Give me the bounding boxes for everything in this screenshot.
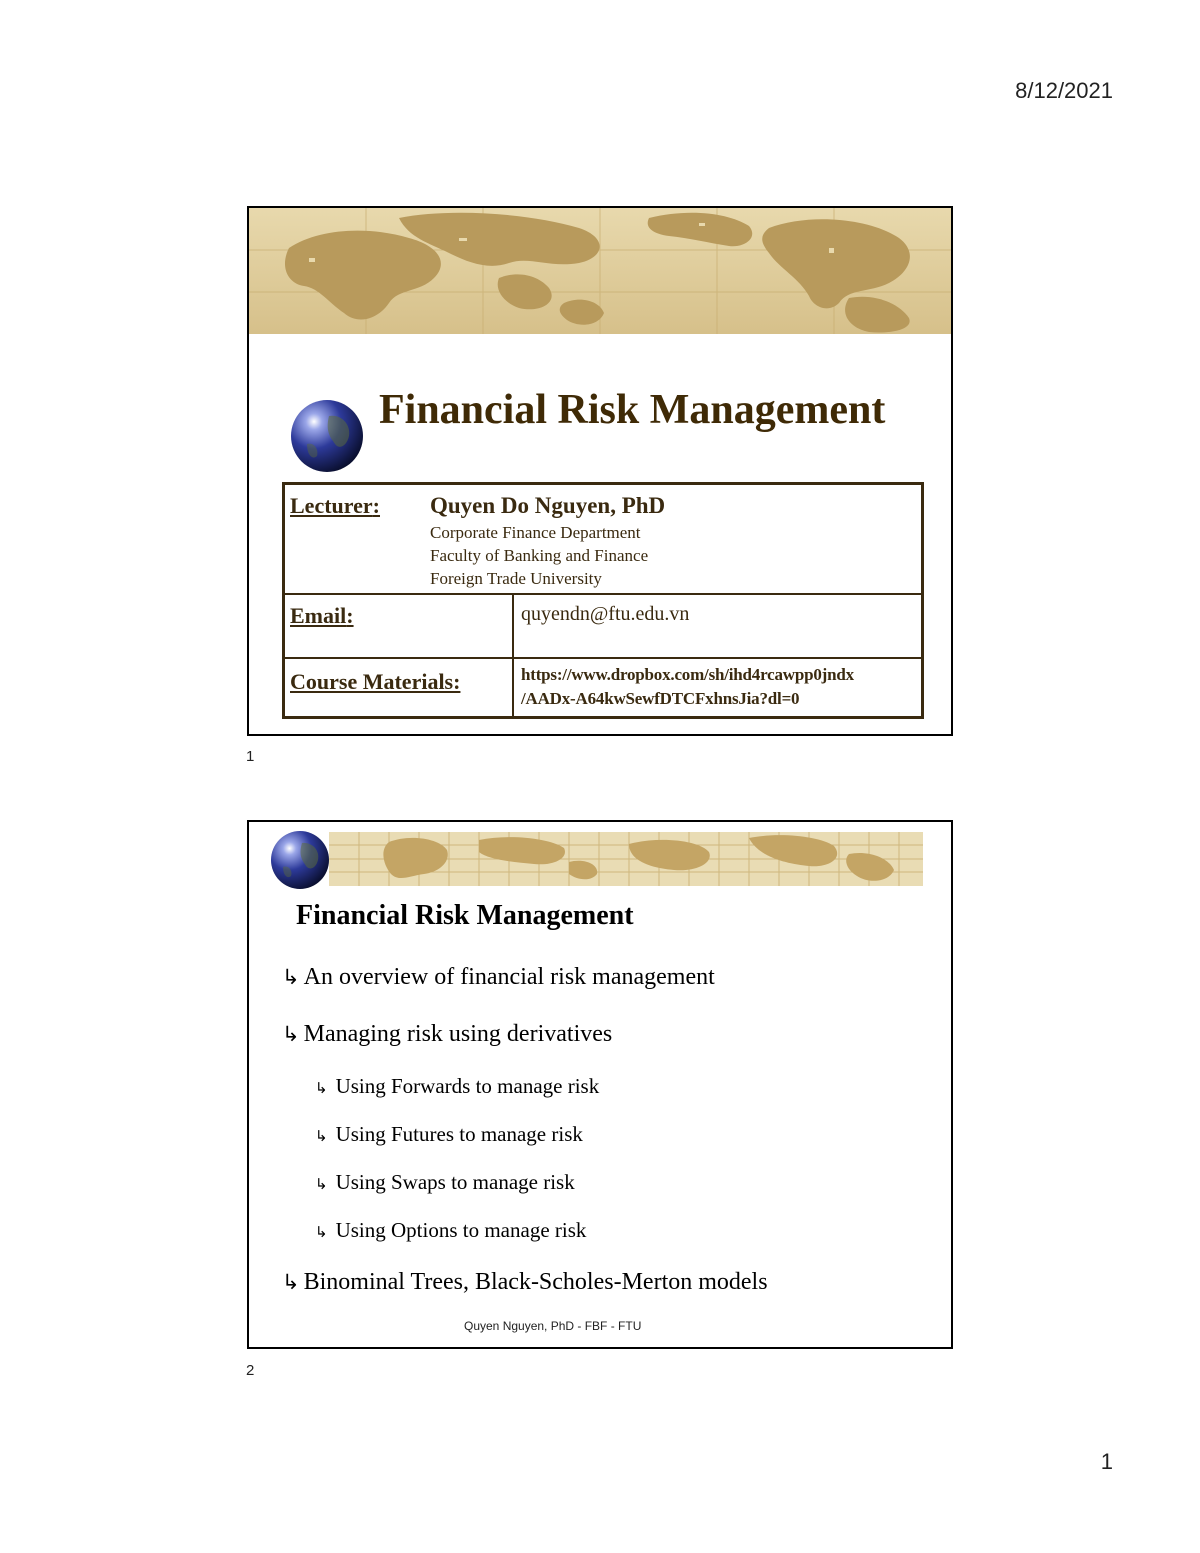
hooked-arrow-icon: ↳: [282, 1022, 300, 1046]
sub-bullet-item: ↳ Using Options to manage risk: [315, 1218, 587, 1242]
course-materials-label: Course Materials:: [290, 669, 461, 694]
hooked-arrow-icon: ↳: [315, 1129, 328, 1145]
hooked-arrow-icon: ↳: [315, 1225, 328, 1241]
header-date: 8/12/2021: [1015, 78, 1113, 103]
slide-2: [247, 820, 953, 1349]
affiliation-university: Foreign Trade University: [430, 569, 602, 588]
email-label: Email:: [290, 603, 354, 628]
globe-icon: [269, 829, 331, 891]
lecturer-label: Lecturer:: [290, 493, 380, 518]
bullet-item: ↳ Binominal Trees, Black-Scholes-Merton models: [282, 1269, 768, 1295]
page-number: 1: [1100, 1449, 1113, 1474]
sub-bullet-item: ↳ Using Forwards to manage risk: [315, 1074, 600, 1098]
world-map-banner: [329, 832, 923, 886]
table-divider: [285, 657, 921, 659]
course-materials-url-line-1[interactable]: https://www.dropbox.com/sh/ihd4rcawpp0jndx: [521, 665, 854, 684]
slide-1-title: Financial Risk Management: [379, 387, 886, 433]
sub-bullet-item: ↳ Using Futures to manage risk: [315, 1122, 583, 1146]
slide-1: [247, 206, 953, 736]
course-materials-url-line-2[interactable]: /AADx-A64kwSewfDTCFxhnsJia?dl=0: [521, 689, 800, 708]
bullet-item: ↳ Managing risk using derivatives: [282, 1021, 613, 1047]
hooked-arrow-icon: ↳: [315, 1177, 328, 1193]
hooked-arrow-icon: ↳: [315, 1081, 328, 1097]
affiliation-faculty: Faculty of Banking and Finance: [430, 546, 649, 565]
bullet-item: ↳ An overview of financial risk management: [282, 964, 715, 990]
sub-bullet-item: ↳ Using Swaps to manage risk: [315, 1170, 575, 1194]
slide-footer: Quyen Nguyen, PhD - FBF - FTU: [464, 1319, 642, 1333]
lecturer-info-table: [282, 482, 924, 719]
slide-2-title: Financial Risk Management: [296, 900, 634, 931]
table-column-divider: [512, 593, 514, 716]
slide-number-1: 1: [246, 748, 255, 765]
email-value[interactable]: quyendn@ftu.edu.vn: [521, 603, 690, 625]
affiliation-department: Corporate Finance Department: [430, 523, 641, 542]
hooked-arrow-icon: ↳: [282, 965, 300, 989]
world-map-banner: [249, 208, 951, 334]
hooked-arrow-icon: ↳: [282, 1270, 300, 1294]
lecturer-name: Quyen Do Nguyen, PhD: [430, 493, 666, 518]
globe-icon: [289, 398, 365, 474]
slide-number-2: 2: [246, 1362, 255, 1379]
table-divider: [285, 593, 921, 595]
